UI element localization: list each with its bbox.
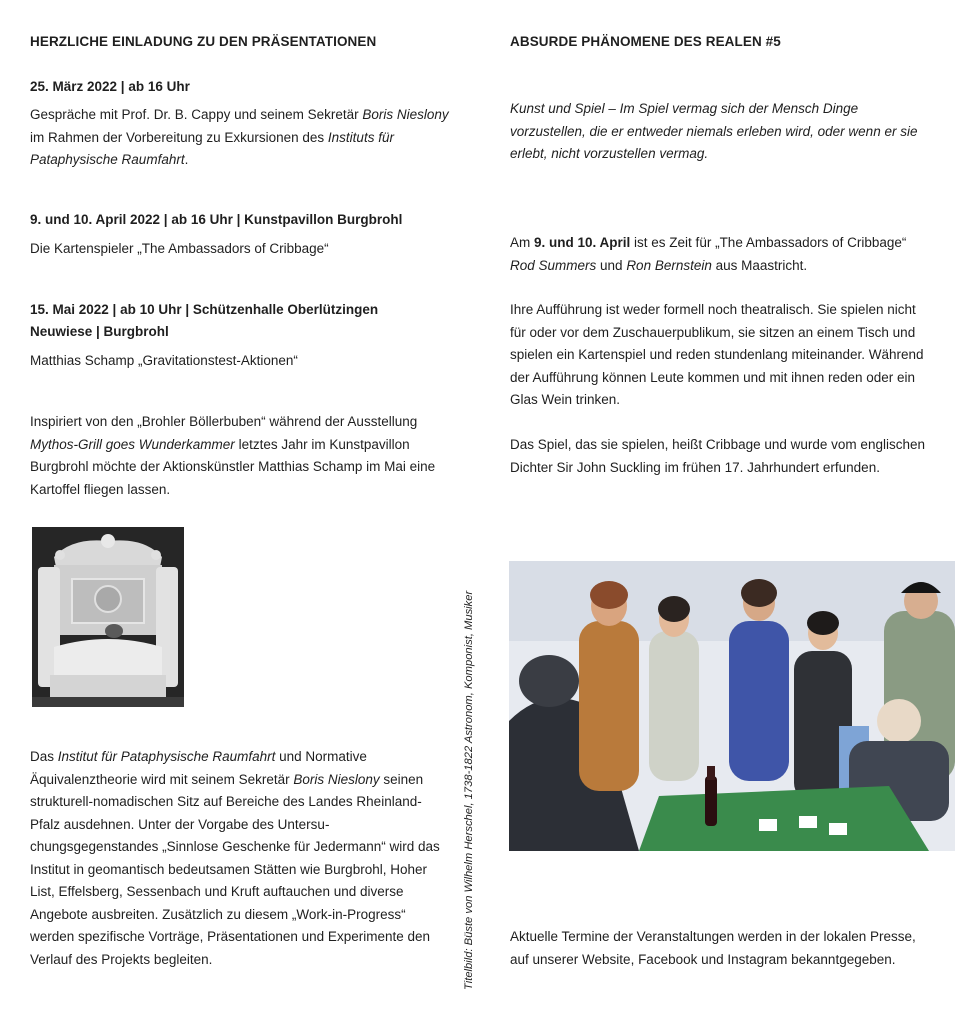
paragraph-auffuehrung: Ihre Aufführung ist weder formell noch theatralisch. Sie spielen nicht für oder vor dem Zuschauerpublikum, sie sitzen an einem Tisch und spielen ein Kartenspiel und reden stundenlang miteinander. Während der Aufführung können Leute kommen und mit ihnen reden oder ein Glas Wein trinken. xyxy=(510,302,924,407)
event-text-march: Gespräche mit Prof. Dr. B. Cappy und seinem Sekretär Boris Nieslony im Rahmen der Vorbereitung zu Exkursionen des Instituts für Pataphysische Raumfahrt. xyxy=(30,107,449,167)
card-players-illustration xyxy=(509,561,955,851)
quote-kunst-und-spiel: Kunst und Spiel – Im Spiel vermag sich der Mensch Dinge vorzustellen, die er entweder niemals erleben wird, oder wenn er sie erlebt, nicht vorzustellen vermag. xyxy=(510,101,918,161)
throne-photo xyxy=(32,527,184,707)
throne-illustration xyxy=(32,527,184,707)
right-heading: ABSURDE PHÄNOMENE DES REALEN #5 xyxy=(510,34,781,49)
event-date-april: 9. und 10. April 2022 | ab 16 Uhr | Kunstpavillon Burgbrohl xyxy=(30,212,403,227)
cover-image-caption: Titelbild: Büste von Wilhelm Herschel, 1738-1822 Astronom, Komponist, Musiker xyxy=(463,590,475,990)
paragraph-ambassadors: Am 9. und 10. April ist es Zeit für „The Ambassadors of Cribbage“ Rod Summers und Ron Bernstein aus Maastricht. xyxy=(510,235,907,273)
paragraph-institut: Das Institut für Pataphysische Raumfahrt und Normative Äquivalenztheorie wird mit seinem Sekretär Boris Nieslony seinen strukturell-nomadischen Sitz auf Bereiche des Landes Rheinland-Pfalz ausdehnen. Unter der Vorgabe des Untersuchungsgegenstandes „Sinnlose Geschenke für Jedermann“ wird das Institut in geomantisch bedeutsamen Stätten wie Burgbrohl, Hoher List, Effelsberg, Sessenbach und Kruft auftauchen und diverse Angebote ausbreiten. Zusätzlich zu diesem „Work-in-Progress“ werden spezifische Vorträge, Präsentationen und Experimente den Verlauf des Projekts begleiten. xyxy=(30,749,440,967)
event-date-may: 15. Mai 2022 | ab 10 Uhr | Schützenhalle Oberlützingen Neuwiese | Burgbrohl xyxy=(30,302,379,339)
card-players-photo xyxy=(509,561,955,851)
left-heading: HERZLICHE EINLADUNG ZU DEN PRÄSENTATIONEN xyxy=(30,34,377,49)
paragraph-termine: Aktuelle Termine der Veranstaltungen werden in der lokalen Presse, auf unserer Website, Facebook und Instagram bekanntgegeben. xyxy=(510,929,916,967)
paragraph-kartoffel: Inspiriert von den „Brohler Böllerbuben“ während der Ausstellung Mythos-Grill goes Wunderkammer letztes Jahr im Kunstpavillon Burgbrohl möchte der Aktionskünstler Matthias Schamp im Mai eine Kartoffel fliegen lassen. xyxy=(30,414,436,497)
event-text-may: Matthias Schamp „Gravitationstest-Aktionen“ xyxy=(30,353,298,368)
event-text-april: Die Kartenspieler „The Ambassadors of Cribbage“ xyxy=(30,241,329,256)
event-date-march: 25. März 2022 | ab 16 Uhr xyxy=(30,79,190,94)
paragraph-cribbage: Das Spiel, das sie spielen, heißt Cribbage und wurde vom englischen Dichter Sir John Suckling im frühen 17. Jahrhundert erfunden. xyxy=(510,437,925,475)
